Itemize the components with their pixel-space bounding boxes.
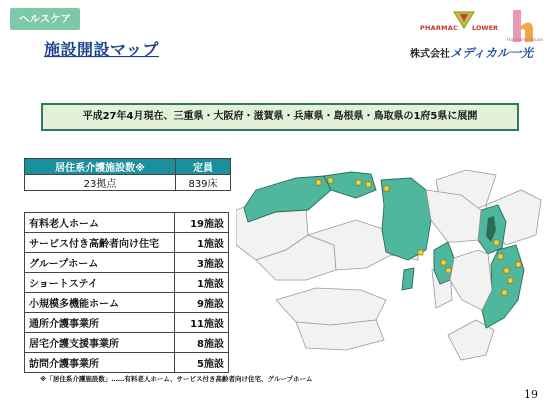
- table-row: [25, 253, 229, 273]
- facility-count: 19施設: [175, 213, 229, 233]
- table-row: [25, 273, 229, 293]
- facility-marker: [502, 290, 507, 295]
- facility-marker: [508, 278, 513, 283]
- capacity-header-capacity: 定員: [176, 159, 231, 175]
- facility-count: 5施設: [175, 353, 229, 373]
- table-row: [25, 293, 229, 313]
- table-row: [25, 233, 229, 253]
- pharmac-logo-text: PHARMAC: [420, 24, 458, 32]
- facility-marker: [316, 180, 321, 185]
- capacity-table: [24, 158, 231, 191]
- capacity-value-capacity: 839床: [176, 175, 231, 191]
- page-number: 19: [524, 388, 538, 401]
- table-row: [25, 333, 229, 353]
- facility-marker: [494, 240, 499, 245]
- facility-name: グループホーム: [25, 253, 175, 273]
- company-brand: メディカル一光: [450, 46, 534, 60]
- facility-count: 9施設: [175, 293, 229, 313]
- facility-marker: [384, 186, 389, 191]
- summary-banner: 平成27年4月現在、三重県・大阪府・滋賀県・兵庫県・島根県・鳥取県の1府5県に展開: [41, 103, 519, 131]
- facility-table: [24, 212, 229, 373]
- awaji-region: [402, 268, 414, 290]
- facility-marker: [366, 182, 371, 187]
- facility-count: 1施設: [175, 273, 229, 293]
- capacity-value-facilities: 23拠点: [25, 175, 176, 191]
- facility-count: 8施設: [175, 333, 229, 353]
- facility-name: 小規模多機能ホーム: [25, 293, 175, 313]
- company-prefix: 株式会社: [410, 49, 450, 60]
- facility-marker: [418, 250, 423, 255]
- facility-count: 11施設: [175, 313, 229, 333]
- lower-logo-text: LOWER: [472, 24, 499, 32]
- facility-count: 3施設: [175, 253, 229, 273]
- nara-region: [450, 250, 492, 310]
- table-row: [25, 313, 229, 333]
- facility-name: サービス付き高齢者向け住宅: [25, 233, 175, 253]
- facility-marker: [446, 268, 451, 273]
- section-tag: ヘルスケア: [10, 8, 80, 30]
- capacity-header-facilities: 居住系介護施設数※: [25, 159, 176, 175]
- facility-name: 訪問介護事業所: [25, 353, 175, 373]
- facility-name: ショートステイ: [25, 273, 175, 293]
- facility-marker: [328, 178, 333, 183]
- facility-count: 1施設: [175, 233, 229, 253]
- facility-marker: [356, 180, 361, 185]
- facility-name: 通所介護事業所: [25, 313, 175, 333]
- company-name: [410, 44, 533, 61]
- facility-marker: [441, 260, 446, 265]
- facility-name: 居宅介護支援事業所: [25, 333, 175, 353]
- table-row: [25, 213, 229, 233]
- facility-map: [236, 150, 546, 365]
- harmony-house-text: Harmony House: [506, 38, 544, 43]
- footnote: ※「居住系介護施設数」……有料老人ホーム、サービス付き高齢者向け住宅、グループホーム: [40, 375, 313, 383]
- facility-name: 有料老人ホーム: [25, 213, 175, 233]
- facility-marker: [516, 262, 521, 267]
- table-row: [25, 353, 229, 373]
- facility-marker: [504, 268, 509, 273]
- page-title: 施設開設マップ: [44, 40, 159, 59]
- facility-marker: [498, 254, 503, 259]
